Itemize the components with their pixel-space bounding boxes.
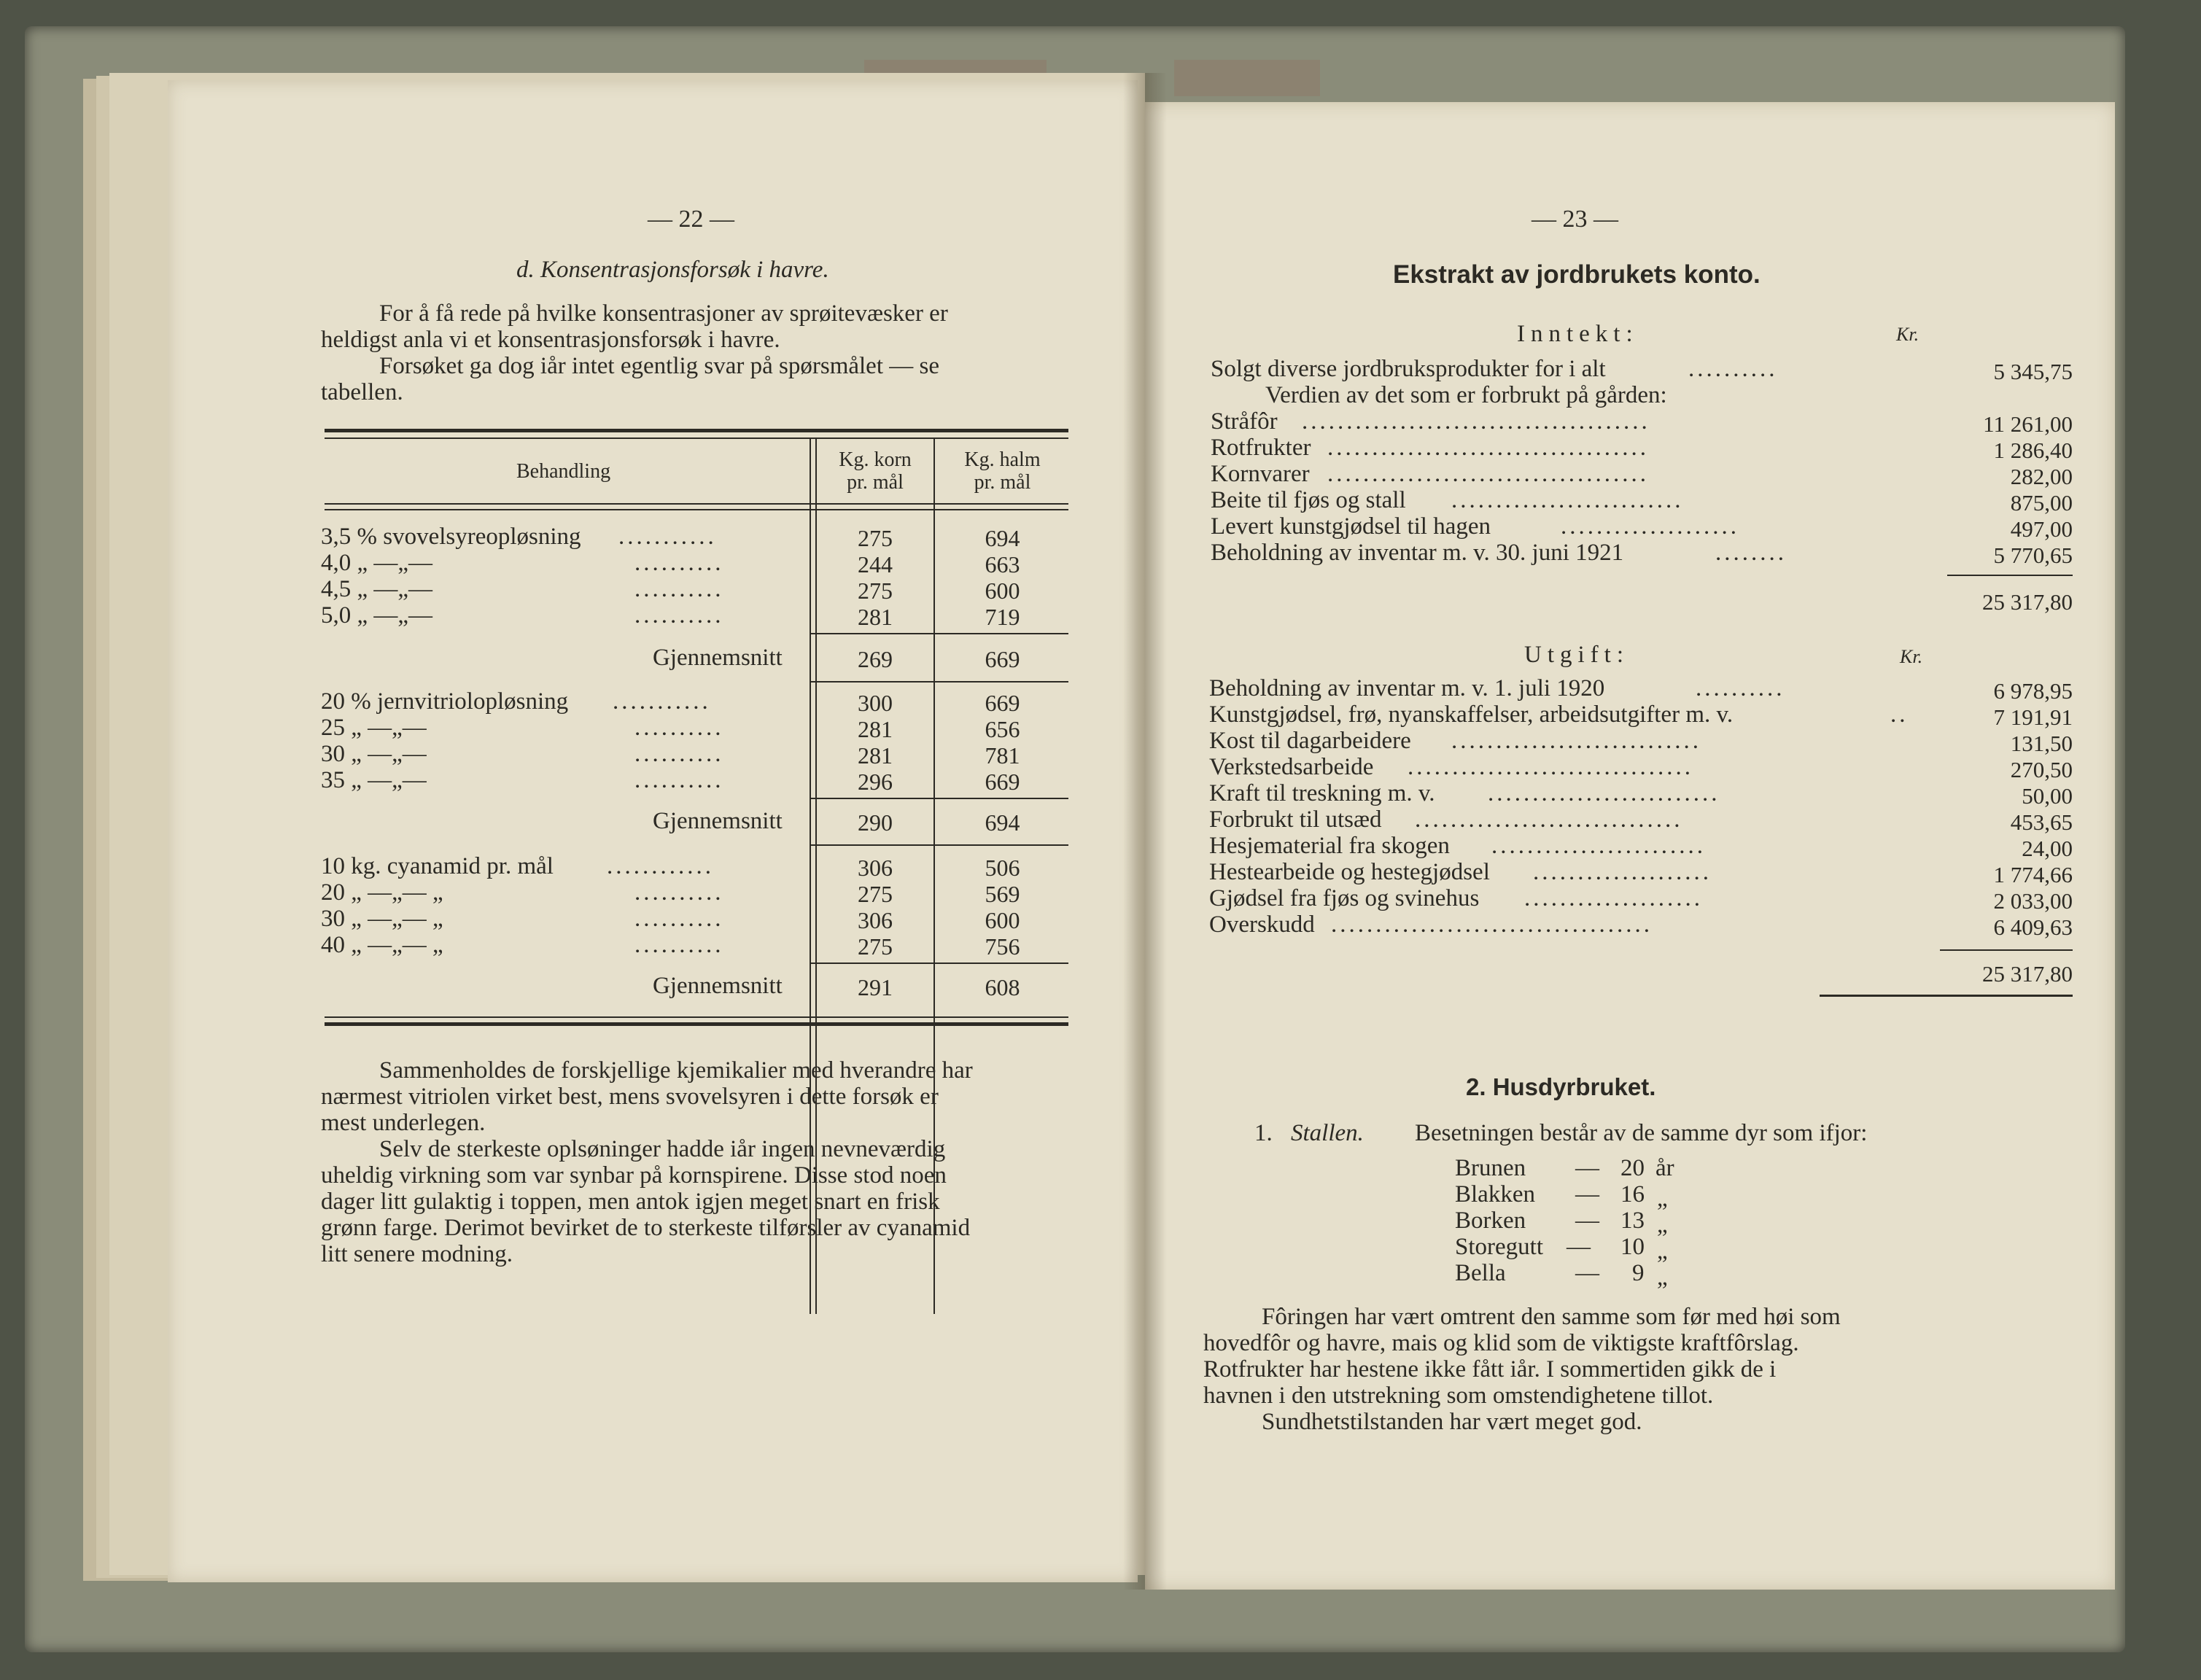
horse-name: Brunen [1455,1155,1526,1181]
expense-label: Beholdning av inventar m. v. 1. juli 1920 [1209,675,1605,701]
expense-total: 25 317,80 [1982,961,2073,987]
table-cell-halm: 669 [985,690,1020,716]
table-row-dots: .......... [634,741,724,767]
expense-dots: .. [1890,701,1909,728]
book-gutter [1123,73,1167,1590]
closing-line: havnen i den utstrekning som omstendighetene tillot. [1203,1382,1714,1409]
expense-amount: 6 409,63 [1993,914,2073,940]
expense-dots: .......................... [1488,780,1720,806]
table-cell-halm: 506 [985,855,1020,881]
income-label: Kornvarer [1211,461,1310,487]
average-korn: 269 [858,646,893,672]
income-dots: .................................... [1327,435,1649,461]
table-cell-halm: 694 [985,525,1020,551]
table-row-dots: .......... [634,550,724,576]
table-row-label: 30 „ —„— „ [321,906,443,932]
right-page [1145,102,2115,1590]
closing-line: Sundhetstilstanden har vært meget god. [1262,1409,1642,1435]
average-halm: 608 [985,974,1020,1000]
average-halm: 694 [985,809,1020,836]
table-row-dots: ............ [607,853,714,879]
horse-unit: „ [1657,1212,1668,1238]
expense-dots: .................... [1533,859,1712,885]
currency-mark: Kr. [1900,646,1923,667]
table-row-label: 4,0 „ —„— [321,550,433,576]
header-korn: Kg. korn [839,448,912,471]
income-dots: .................................... [1327,461,1649,487]
horse-unit: „ [1657,1264,1668,1291]
income-dots: .................... [1561,513,1739,540]
expense-heading: Utgift: [1524,642,1629,668]
horse-age: 20 [1620,1155,1645,1181]
table-cell-korn: 275 [858,525,893,551]
table-row-label: 25 „ —„— [321,715,427,741]
header-korn: pr. mål [847,471,904,494]
horse-dash: — [1575,1155,1599,1181]
page-number: — 22 — [648,206,734,233]
table-row-dots: .......... [634,715,724,741]
conclusion-line: nærmest vitriolen virket best, mens svovelsyren i dette forsøk er [321,1084,939,1110]
table-row-dots: .......... [634,879,724,906]
expense-dots: ............................ [1451,728,1701,754]
expense-amount: 453,65 [2010,809,2073,835]
average-halm: 669 [985,646,1020,672]
horse-name: Storegutt [1455,1234,1543,1260]
expense-amount: 7 191,91 [1993,704,2073,730]
income-dots: .......... [1688,356,1778,382]
income-label: Beite til fjøs og stall [1211,487,1406,513]
income-amount: 1 286,40 [1993,438,2073,463]
income-label: Beholdning av inventar m. v. 30. juni 1921 [1211,540,1624,566]
expense-amount: 1 774,66 [1993,862,2073,887]
table-cell-halm: 569 [985,881,1020,907]
income-dots: ........ [1715,540,1787,566]
income-amount: 875,00 [2010,490,2073,516]
table-row-label: 20 % jernvitriolopløsning [321,688,569,715]
income-dots: .......................... [1451,487,1684,513]
table-cell-korn: 275 [858,881,893,907]
expense-label: Gjødsel fra fjøs og svinehus [1209,885,1480,911]
conclusion-line: mest underlegen. [321,1110,486,1136]
left-page [168,80,1138,1582]
income-amount: 282,00 [2010,464,2073,489]
conclusion-line: Sammenholdes de forskjellige kjemikalier med hverandre har [379,1057,973,1084]
conclusion-line: dager litt gulaktig i toppen, men antok igjen meget snart en frisk [321,1189,940,1215]
table-cell-halm: 656 [985,716,1020,742]
income-amount: 497,00 [2010,516,2073,542]
table-row-label: 40 „ —„— „ [321,932,443,958]
income-label: Levert kunstgjødsel til hagen [1211,513,1491,540]
expense-label: Kraft til treskning m. v. [1209,780,1435,806]
horse-unit: „ [1657,1238,1668,1264]
table-cell-halm: 663 [985,551,1020,578]
table-row-dots: .......... [634,932,724,958]
table-cell-korn: 275 [858,578,893,604]
horse-unit: „ [1657,1186,1668,1212]
expense-label: Overskudd [1209,911,1315,938]
expense-amount: 270,50 [2010,757,2073,782]
intro-line: Forsøket ga dog iår intet egentlig svar på spørsmålet — se [379,353,939,379]
expense-dots: .................................... [1331,911,1653,938]
horse-name: Borken [1455,1208,1526,1234]
expense-label: Forbrukt til utsæd [1209,806,1382,833]
section-title: 2. Husdyrbruket. [1466,1073,1656,1100]
table-cell-korn: 300 [858,690,893,716]
page-number: — 23 — [1532,206,1618,233]
horse-name: Bella [1455,1260,1506,1286]
expense-dots: .......... [1696,675,1785,701]
conclusion-line: grønn farge. Derimot bevirket de to sterkeste tilførsler av cyanamid [321,1215,971,1241]
expense-amount: 24,00 [2022,836,2073,861]
income-heading: Inntekt: [1517,321,1639,347]
horse-dash: — [1567,1234,1591,1260]
expense-label: Hestearbeide og hestegjødsel [1209,859,1490,885]
table-cell-korn: 296 [858,769,893,795]
table-cell-halm: 669 [985,769,1020,795]
expense-label: Hesjematerial fra skogen [1209,833,1450,859]
conclusion-line: litt senere modning. [321,1241,513,1267]
table-cell-halm: 756 [985,933,1020,960]
header-halm: pr. mål [974,471,1031,494]
average-korn: 291 [858,974,893,1000]
expense-amount: 6 978,95 [1993,678,2073,704]
horse-dash: — [1575,1181,1599,1208]
income-amount: 11 261,00 [1983,411,2073,437]
stallen-number: 1. [1254,1120,1273,1146]
table-row-label: 20 „ —„— „ [321,879,443,906]
horse-dash: — [1575,1208,1599,1234]
income-label: Solgt diverse jordbruksprodukter for i alt [1211,356,1606,382]
table-cell-korn: 281 [858,742,893,769]
table-row-label: 10 kg. cyanamid pr. mål [321,853,554,879]
expense-label: Verkstedsarbeide [1209,754,1374,780]
table-row-label: 5,0 „ —„— [321,602,433,629]
average-korn: 290 [858,809,893,836]
currency-mark: Kr. [1896,324,1919,345]
table-cell-korn: 275 [858,933,893,960]
horse-name: Blakken [1455,1181,1535,1208]
table-cell-korn: 306 [858,907,893,933]
table-cell-korn: 281 [858,716,893,742]
table-cell-korn: 306 [858,855,893,881]
table-row-dots: .......... [634,906,724,932]
expense-label: Kunstgjødsel, frø, nyanskaffelser, arbeidsutgifter m. v. [1209,701,1734,728]
stallen-text: Besetningen består av de samme dyr som ifjor: [1415,1120,1868,1146]
section-title: d. Konsentrasjonsforsøk i havre. [516,257,829,283]
table-cell-halm: 600 [985,578,1020,604]
horse-age: 13 [1620,1208,1645,1234]
income-label: Rotfrukter [1211,435,1311,461]
horse-age: 16 [1620,1181,1645,1208]
header-treatment: Behandling [516,460,611,483]
expense-dots: ........................ [1491,833,1706,859]
table-row-dots: .......... [634,576,724,602]
income-total: 25 317,80 [1982,589,2073,615]
horse-dash: — [1575,1260,1599,1286]
income-amount: 5 345,75 [1993,359,2073,384]
binding-tab-right [1174,60,1320,96]
closing-line: Rotfrukter har hestene ikke fått iår. I sommertiden gikk de i [1203,1356,1777,1382]
expense-dots: .................... [1524,885,1703,911]
horse-age: 10 [1620,1234,1645,1260]
income-amount: 5 770,65 [1993,542,2073,568]
account-title: Ekstrakt av jordbrukets konto. [1393,260,1761,289]
intro-line: tabellen. [321,379,403,405]
header-halm: Kg. halm [964,448,1041,471]
table-row-dots: ........... [613,688,711,715]
expense-dots: .............................. [1415,806,1683,833]
table-row-dots: .......... [634,767,724,793]
conclusion-line: Selv de sterkeste oplsøninger hadde iår ingen nevneværdig [379,1136,946,1162]
expense-amount: 2 033,00 [1993,888,2073,914]
expense-label: Kost til dagarbeidere [1209,728,1411,754]
table-cell-halm: 719 [985,604,1020,630]
closing-line: hovedfôr og havre, mais og klid som de viktigste kraftfôrslag. [1203,1330,1799,1356]
table-row-dots: ........... [618,524,717,550]
table-cell-korn: 244 [858,551,893,578]
income-dots: ....................................... [1302,408,1650,435]
table-cell-halm: 781 [985,742,1020,769]
expense-amount: 131,50 [2010,731,2073,756]
average-label: Gjennemsnitt [653,973,783,999]
expense-dots: ................................ [1408,754,1693,780]
intro-line: For å få rede på hvilke konsentrasjoner av sprøitevæsker er [379,300,948,327]
closing-line: Fôringen har vært omtrent den samme som før med høi som [1262,1304,1841,1330]
intro-line: heldigst anla vi et konsentrasjonsforsøk i havre. [321,327,780,353]
average-label: Gjennemsnitt [653,645,783,671]
table-cell-halm: 600 [985,907,1020,933]
table-row-label: 3,5 % svovelsyreopløsning [321,524,581,550]
table-row-label: 4,5 „ —„— [321,576,433,602]
income-label: Stråfôr [1211,408,1278,435]
expense-amount: 50,00 [2022,783,2073,809]
horse-age: 9 [1632,1260,1645,1286]
average-label: Gjennemsnitt [653,808,783,834]
stallen-title: Stallen. [1291,1120,1364,1146]
table-row-dots: .......... [634,602,724,629]
table-row-label: 30 „ —„— [321,741,427,767]
conclusion-line: uheldig virkning som var synbar på kornspirene. Disse stod noen [321,1162,947,1189]
table-cell-korn: 281 [858,604,893,630]
table-row-label: 35 „ —„— [321,767,427,793]
income-label: Verdien av det som er forbrukt på gården: [1265,382,1667,408]
horse-unit: år [1655,1155,1674,1181]
